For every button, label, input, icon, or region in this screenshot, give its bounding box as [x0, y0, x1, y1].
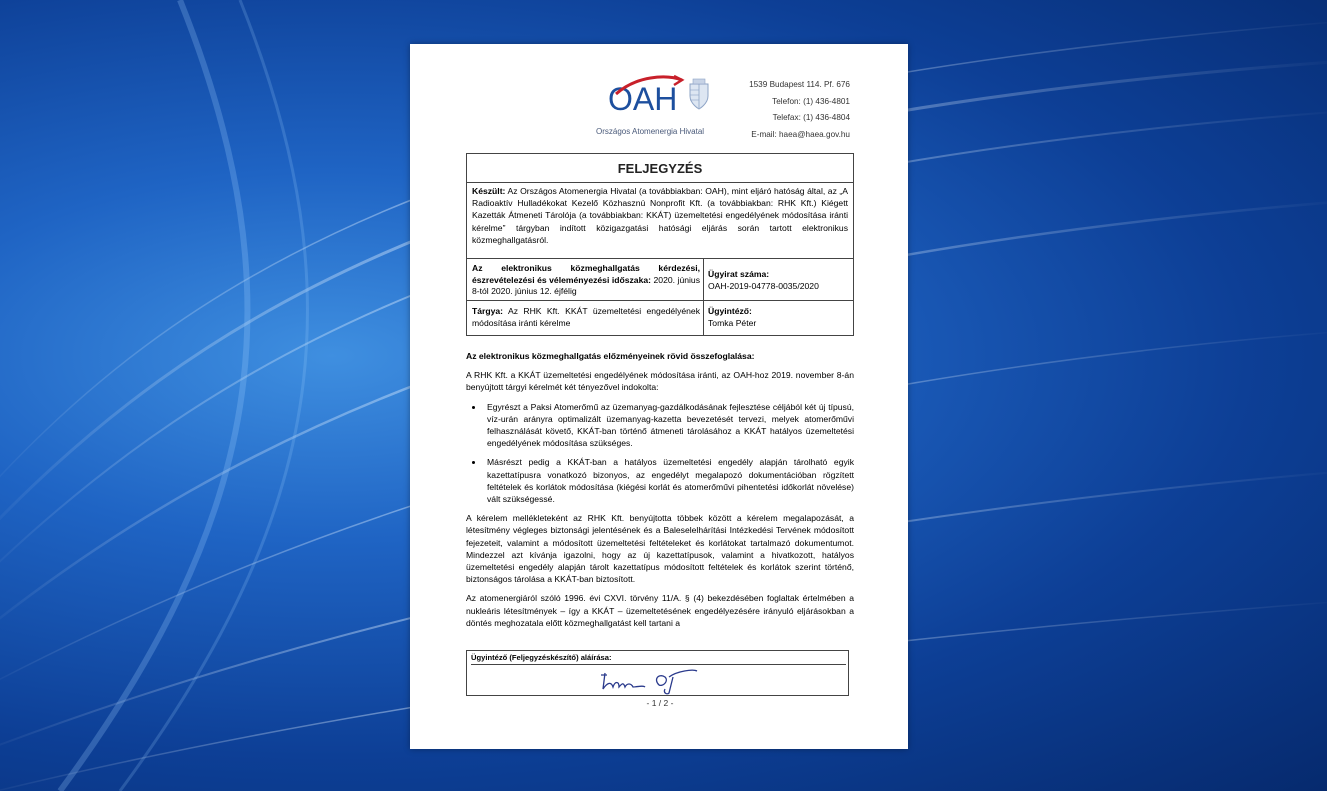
document-body [466, 350, 854, 636]
contact-block [730, 77, 850, 143]
subject-row [467, 300, 853, 337]
list-item: • Egyrészt a Paksi Atomerőmű az üzemanyag-gazdálkodásának fejlesztése céljából két új típusú, víz-urán arányra optimalizált üzemanyag-kazetta bevezetését tervezi, melyek atomerőművi felhasználását követő, KKÁT-ban történő átmeneti tárolásához a KKÁT hatályos üzemeltetési engedélyének módosítása szükséges. [484, 401, 854, 450]
oah-logo-mark-icon [608, 72, 688, 120]
contact-email: E-mail: haea@haea.gov.hu [751, 129, 850, 139]
officer-cell [708, 306, 848, 329]
period-label: Az elektronikus közmeghallgatás kérdezési, észrevételezési és véleményezési időszaka: [472, 263, 700, 285]
keszult-paragraph [472, 185, 848, 246]
officer-value: Tomka Péter [708, 317, 757, 328]
case-no-label: Ügyirat száma: [708, 269, 770, 279]
list-item: • Másrészt pedig a KKÁT-ban a hatályos üzemeltetési engedély alapján tárolható egyik kazettatípusra vonatkozó bizonyos, az engedélyt megalapozó dokumentációban rögzített feltételek és korlátok módosítása (kiégési korlát és atomerőművi pihentetési időkorlát növelése) vált szükségessé. [484, 456, 854, 505]
intro-paragraph: A RHK Kft. a KKÁT üzemeltetési engedélyének módosítása iránti, az OAH-hoz 2019. november 8-án benyújtott tárgyi kérelmét két tényezővel indokolta: [466, 370, 854, 393]
attachment-paragraph: A kérelem mellékleteként az RHK Kft. benyújtotta többek között a kérelem megalapozását, a létesítmény végleges biztonsági jelentésének és a Baleselelhárítási Intézkedési Tervének módosított fejezeteit, valamint a módosított üzemeltetési feltételeket és korlátokat tartalmazó dokumentumot. Mindezzel azt kívánja igazolni, hogy az új kazettatípusok, valamint a hivatkozott, hatályos üzemeltetési engedély alapján tárolt kazettatípus módosított feltételek és korlátok szerint történő, biztonságos tárolása a KKÁT-ban biztosított. [466, 513, 854, 585]
case-no-cell [708, 269, 848, 292]
header-form-box [466, 153, 854, 336]
keszult-text: Az Országos Atomenergia Hivatal (a továbbiakban: OAH), mint eljáró hatóság által, az „A Radioaktív Hulladékokat Kezelő Közhasznú Nonprofit Kft. (a továbbiakban: RHK Kft.) Kiégett Kazetták Átmeneti Tárolója (a továbbiakban: KKÁT) üzemeltetési engedélyének módosítása iránti kérelme” tárgyban indított közigazgatási hatósági eljárás során tartott elektronikus közmeghallgatásról. [472, 186, 848, 245]
legal-paragraph: Az atomenergiáról szóló 1996. évi CXVI. törvény 11/A. § (4) bekezdésében foglaltak értelmében a nukleáris létesítmények – így a KKÁT – üzemeltetésének engedélyezésére irányuló eljárásokban a döntés meghozatala előtt közmeghallgatást kell tartani a [466, 593, 854, 628]
period-value: 2020. június 8-tól 2020. június 12. éjfélig [472, 274, 700, 296]
contact-phone: Telefon: (1) 436-4801 [772, 96, 850, 106]
period-cell [472, 263, 700, 298]
logo-caption: Országos Atomenergia Hivatal [596, 127, 705, 136]
handwritten-signature [597, 667, 707, 695]
keszult-label: Készült: [472, 186, 506, 196]
reason-list [466, 401, 854, 506]
officer-label: Ügyintéző: [708, 306, 752, 316]
subject-cell [472, 306, 700, 329]
contact-address: 1539 Budapest 114. Pf. 676 [749, 80, 850, 89]
logo-mark-text: OAH [608, 81, 678, 117]
subject-value: Az RHK Kft. KKÁT üzemeltetési engedélyének módosítása iránti kérelme [472, 306, 700, 328]
page-number: - 1 / 2 - [646, 698, 674, 708]
row-divider [703, 301, 704, 336]
subject-label: Tárgya: [472, 306, 504, 316]
section-heading: Az elektronikus közmeghallgatás előzményeinek rövid összefoglalása: [466, 351, 755, 361]
case-no-value: OAH-2019-04778-0035/2020 [708, 280, 819, 291]
document-title: FELJEGYZÉS [467, 154, 853, 183]
contact-fax: Telefax: (1) 436-4804 [772, 113, 850, 122]
hungarian-coat-of-arms-icon [688, 78, 710, 110]
signature-label: Ügyintéző (Feljegyzéskészítő) aláírása: [471, 653, 846, 665]
signature-box [466, 650, 849, 696]
